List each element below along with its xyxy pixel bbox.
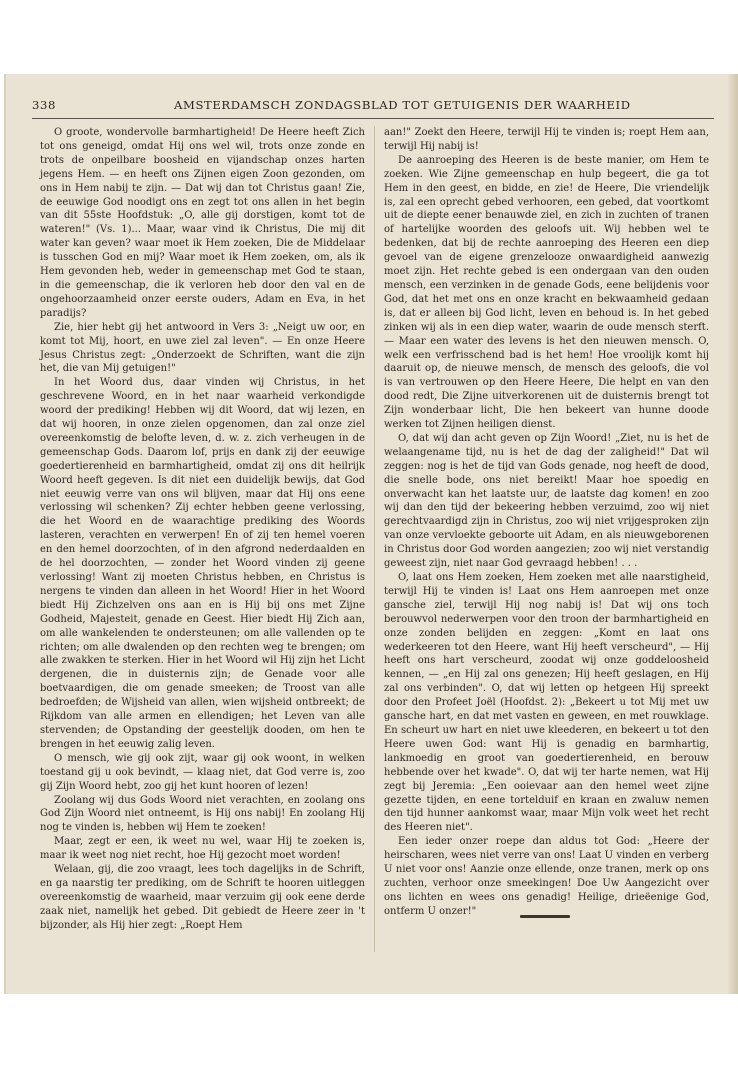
paragraph: O mensch, wie gij ook zijt, waar gij ook woont, in welken toestand gij u ook bevindt, — klaag niet, dat God verre is, zoo gij Zijn Woord hebt, zoo gij het kunt hooren of lezen!: [40, 752, 365, 792]
paragraph: O, laat ons Hem zoeken, Hem zoeken met alle naarstigheid, terwijl Hij te vinden is! Laat ons Hem aanroepen met onze gansche ziel, terwijl Hij nog nabij is! Dat wij ons toch berouwvol nederwerpen voor den troon der barmhartigheid en onze zonden belijden en zeggen: „Komt en laat ons wederkeeren tot den Heere, want Hij heeft verscheurd", — Hij heeft ons hart verscheurd, zoodat wij onze goddeloosheid kennen, — „en Hij zal ons genezen; Hij heeft geslagen, en Hij zal ons verbinden". O, dat wij letten op hetgeen Hij spreekt door den Profeet Joël (Hoofdst. 2): „Bekeert u tot Mij met uw gansche hart, en dat met vasten en geween, en met rouwklage. En scheurt uw hart en niet uwe kleederen, en bekeert u tot den Heere uwen God: want Hij is genadig en barmhartig, lankmoedig en groot van goedertierenheid, en berouw hebbende over het kwade". O, dat wij ter harte nemen, wat Hij zegt bij Jeremia: „Een ooievaar aan den hemel weet zijne gezette tijden, en eene tortelduif en kraan en zwaluw nemen den tijd hunner aankomst waar, maar Mijn volk weet het recht des Heeren niet".: [384, 572, 709, 834]
paragraph: O groote, wondervolle barmhartigheid! De Heere heeft Zich tot ons geneigd, omdat Hij ons wel wil, trots onze zonde en trots de onpeilbare boosheid en vijandschap onzes harten jegens Hem. — en heeft ons Zijnen eigen Zoon gezonden, om ons in Hem nabij te zijn. — Dat wij dan tot Christus gaan! Zie, de eeuwige God noodigt ons en zegt tot ons allen in het begin van dit 55ste Hoofdstuk: „O, alle gij dorstigen, komt tot de wateren!" (Vs. 1)... Maar, waar vind ik Christus, Die mij dit water kan geven? waar moet ik Hem zoeken, Die de Middelaar is tusschen God en mij? Waar moet ik Hem zoeken, om, als ik Hem gevonden heb, weder in gemeenschap met God te staan, in die gemeenschap, die ik verloren heb door den val en de ongehoorzaamheid onzer eerste ouders, Adam en Eva, in het paradijs?: [40, 127, 365, 319]
header-rule: [32, 118, 714, 119]
paragraph: In het Woord dus, daar vinden wij Christus, in het geschrevene Woord, en in het naar waarheid verkondigde woord der prediking! Hebben wij dit Woord, dat wij lezen, en dat wij hooren, in onze zielen opgenomen, dan zal onze ziel overeenkomstig de belofte leven, d. w. z. zich verheugen in de gemeenschap Gods. Daarom lof, prijs en dank zij der eeuwige goedertierenheid en barmhartigheid, omdat zij ons dit heilrijk Woord heeft gegeven. Is dit niet een duidelijk bewijs, dat God niet eeuwig verre van ons wil blijven, maar dat Hij ons eene verlossing wil schenken? Zij echter hebben geene verlossing, die het Woord en de waarachtige prediking des Woords lasteren, verachten en verwerpen! En of zij ten hemel voeren en den hemel doorzochten, of in den afgrond nederdaalden en de hel doorzochten, — zonder het Woord vinden zij geene verlossing! Want zij moeten Christus hebben, en Christus is nergens te vinden dan alleen in het Woord! Hier in het Woord biedt Hij Zichzelven ons aan en is Hij bij ons met Zijne Godheid, Majesteit, genade en Geest. Hier biedt Hij Zich aan, om alle wankelenden te ondersteunen; om alle vallenden op te richten; om alle dwalenden op den rechten weg te brengen; om alle zwakken te sterken. Hier in het Woord wil Hij zijn het Licht dergenen, die in duisternis zijn; de Genade voor alle boetvaardigen, die om genade smeeken; de Troost van alle bedroefden; de Wijsheid van allen, wien wijsheid ontbreekt; de Rijkdom van alle armen en ellendigen; het Leven van alle stervenden; de Opstanding der geestelijk dooden, om hen te brengen in het eeuwig zalig leven.: [40, 377, 365, 750]
paragraph: O, dat wij dan acht geven op Zijn Woord! „Ziet, nu is het de welaangename tijd, nu is het de dag der zaligheid!" Dat wil zeggen: nog is het de tijd van Gods genade, nog heeft de dood, die snelle bode, ons niet bereikt! Maar hoe spoedig en onverwacht kan het laatste uur, de laatste dag komen! en zoo wij dan den tijd der bekeering hebben verzuimd, zoo wij niet gerechtvaardigd zijn in Christus, zoo wij niet vrijgesproken zijn van onze vervloekte geboorte uit Adam, en als nieuwgeborenen in Christus door God worden aangezien; zoo wij niet verstandig geweest zijn, niet naar God gevraagd hebben! . . .: [384, 432, 709, 570]
left-column: [40, 126, 365, 933]
paragraph: De aanroeping des Heeren is de beste manier, om Hem te zoeken. Wie Zijne gemeenschap en hulp begeert, die ga tot Hem in den geest, en bidde, en zie! de Heere, Die vriendelijk is, zal een oprecht gebed verhooren, een gebed, dat voortkomt uit de diepte eener benauwde ziel, en zich in zuchten of tranen of hartelijke woorden des geloofs uit. Wij hebben wel te bedenken, dat bij de rechte aanroeping des Heeren een diep gevoel van de eigene grenzelooze onwaardigheid aanwezig moet zijn. Het rechte gebed is een ondergaan van den ouden mensch, een verzinken in de genade Gods, eene belijdenis voor God, dat het met ons en onze kracht en bekwaamheid gedaan is, dat er alleen bij God licht, leven en behoud is. In het gebed zinken wij als in een diep water, waarin de oude mensch sterft. — Maar een water des levens is het den nieuwen mensch. O, welk een verfrisschend bad is het hem! Hoe vroolijk komt hij daaruit op, de nieuwe mensch, de mensch des geloofs, die vol is van vertrouwen op den Heere Heere, Die helpt en van den dood redt, Die Zijne uitverkorenen uit de duisternis brengt tot Zijn wonderbaar licht, Die hen bekeert van hunne doode werken tot Zijnen heiligen dienst.: [384, 154, 709, 431]
paragraph: Een ieder onzer roepe dan aldus tot God: „Heere der heirscharen, wees niet verre van ons! Laat U vinden en verberg U niet voor ons! Aanzie onze ellende, onze tranen, merk op ons zuchten, verhoor onze smeekingen! Doe Uw Aangezicht over ons lichten en wees ons genadig! Heilige, drieëenige God, ontferm U onzer!": [384, 836, 709, 917]
right-column: [384, 126, 709, 919]
paragraph: aan!" Zoekt den Heere, terwijl Hij te vinden is; roept Hem aan, terwijl Hij nabij is!: [384, 127, 709, 152]
end-ornament: [520, 915, 570, 918]
page-number: 338: [32, 98, 56, 112]
page-edge-shadow: [728, 74, 738, 994]
paragraph: Zie, hier hebt gij het antwoord in Vers 3: „Neigt uw oor, en komt tot Mij, hoort, en uwe ziel zal leven". — En onze Heere Jesus Christus zegt: „Onderzoekt de Schriften, want die zijn het, die van Mij getuigen!": [40, 321, 365, 375]
column-divider: [374, 126, 375, 952]
paragraph: Zoolang wij dus Gods Woord niet verachten, en zoolang ons God Zijn Woord niet ontneemt, is Hij ons nabij! En zoolang Hij nog te vinden is, hebben wij Hem te zoeken!: [40, 794, 365, 834]
paragraph: Welaan, gij, die zoo vraagt, lees toch dagelijks in de Schrift, en ga naarstig ter prediking, om de Schrift te hooren uitleggen overeenkomstig de waarheid, maar verzuim gij ook eene derde zaak niet, namelijk het gebed. Dit gebiedt de Heere zeer in 't bijzonder, als Hij hier zegt: „Roept Hem: [40, 864, 365, 931]
paragraph: Maar, zegt er een, ik weet nu wel, waar Hij te zoeken is, maar ik weet nog niet recht, hoe Hij gezocht moet worden!: [40, 836, 365, 862]
running-header: [32, 98, 714, 114]
publication-title: AMSTERDAMSCH ZONDAGSBLAD TOT GETUIGENIS DER WAARHEID: [174, 98, 631, 112]
